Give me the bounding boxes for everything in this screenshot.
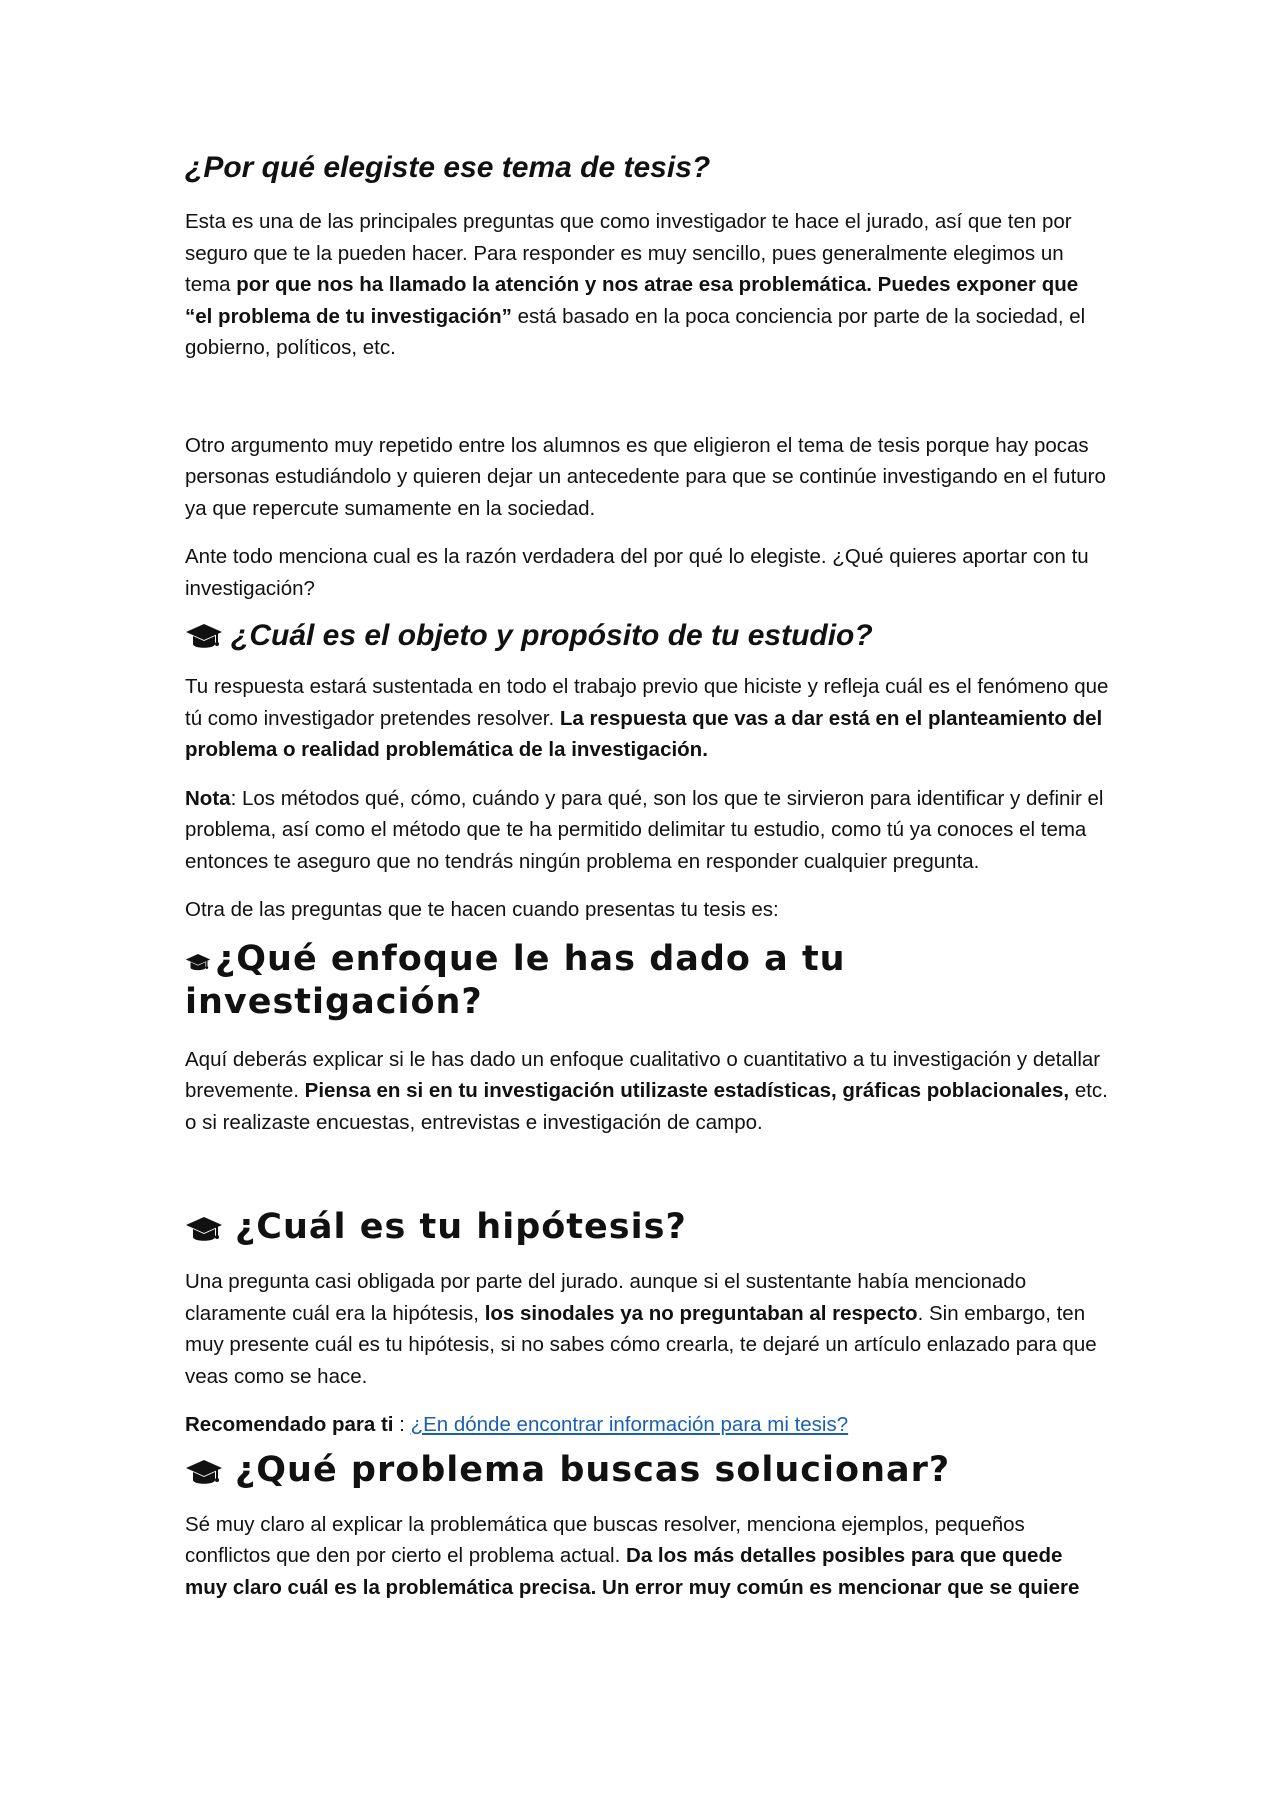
graduation-cap-icon [185, 952, 211, 971]
paragraph-hipotesis: Una pregunta casi obligada por parte del jurado. aunque si el sustentante había mencionado claramente cuál era la hipótesis, los sinodales ya no preguntaban al respecto. Sin embargo, ten muy presente cuál es tu hipótesis, si no sabes cómo crearla, te dejaré un artículo enlazado para que veas como se hace. [185, 1270, 1097, 1388]
paragraph-razon-verdadera: Ante todo menciona cual es la razón verdadera del por qué lo elegiste. ¿Qué quieres aportar con tu investigación? [185, 545, 1089, 600]
paragraph-problema: Sé muy claro al explicar la problemática que buscas resolver, menciona ejemplos, pequeños conflictos que den por cierto el problema actual. Da los más detalles posibles para que quede muy claro cuál es la problemática precisa. Un error muy común es mencionar que se quiere [185, 1512, 1080, 1599]
paragraph-enfoque: Aquí deberás explicar si le has dado un enfoque cualitativo o cuantitativo a tu investigación y detallar brevemente. Piensa en si en tu investigación utilizaste estadísticas, gráficas poblacionales, etc. o si realizaste encuestas, entrevistas e investigación de campo. [185, 1047, 1108, 1134]
paragraph-nota-metodos: Nota: Los métodos qué, cómo, cuándo y para qué, son los que te sirvieron para identificar y definir el problema, así como el método que te ha permitido delimitar tu estudio, como tú ya conoces el tema entonces te aseguro que no tendrás ningún problema en responder cualquier pregunta. [185, 786, 1104, 873]
graduation-cap-icon [185, 1457, 223, 1485]
heading-enfoque: ¿Qué enfoque le has dado a tu investigación? [185, 938, 846, 1022]
recommended-article-link[interactable]: ¿En dónde encontrar información para mi tesis? [410, 1413, 849, 1436]
heading-hipotesis: ¿Cuál es tu hipótesis? [185, 1206, 1110, 1249]
paragraph-otro-argumento: Otro argumento muy repetido entre los alumnos es que eligieron el tema de tesis porque hay pocas personas estudiándolo y quieren dejar un antecedente para que se continúe investigando en el futuro ya que repercute sumamente en la sociedad. [185, 433, 1106, 520]
paragraph-otra-pregunta: Otra de las preguntas que te hacen cuando presentas tu tesis es: [185, 898, 779, 921]
heading-objeto-proposito: ¿Cuál es el objeto y propósito de tu estudio? [185, 616, 1110, 656]
graduation-cap-icon [185, 621, 223, 649]
graduation-cap-icon [185, 1214, 223, 1242]
document-page [185, 148, 1110, 1603]
recommended-line: Recomendado para ti : ¿En dónde encontrar información para mi tesis? [185, 1413, 849, 1436]
paragraph-razon-tema: Esta es una de las principales preguntas que como investigador te hace el jurado, así que ten por seguro que te la pueden hacer. Para responder es muy sencillo, pues generalmente elegimos un tema por que nos ha llamado la atención y nos atrae esa problemática. Puedes exponer que “el problema de tu investigación” está basado en la poca conciencia por parte de la sociedad, el gobierno, políticos, etc. [185, 210, 1086, 359]
heading-por-que-tema: ¿Por qué elegiste ese tema de tesis? [185, 151, 711, 184]
paragraph-respuesta-sustentada: Tu respuesta estará sustentada en todo el trabajo previo que hiciste y refleja cuál es el fenómeno que tú como investigador pretendes resolver. La respuesta que vas a dar está en el planteamiento del problema o realidad problemática de la investigación. [185, 675, 1109, 761]
heading-problema: ¿Qué problema buscas solucionar? [185, 1449, 1110, 1492]
